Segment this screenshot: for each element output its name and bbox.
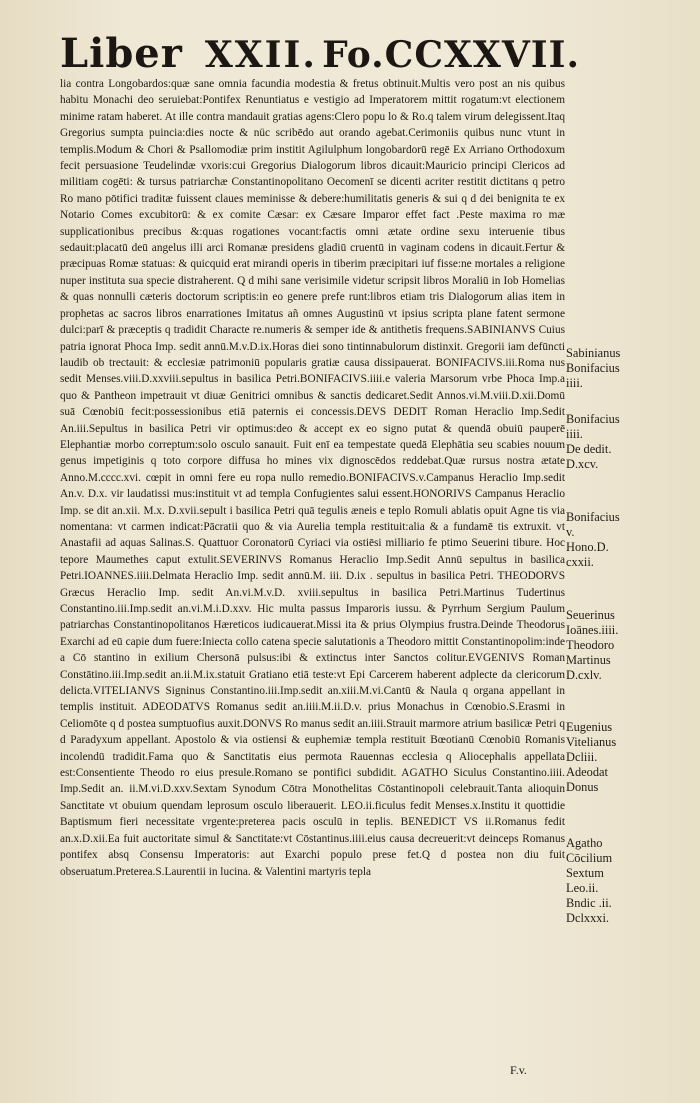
- margin-note-line: iiii.: [566, 427, 583, 441]
- margin-note-6: [566, 836, 674, 926]
- margin-note-line: Theodoro: [566, 638, 615, 652]
- margin-note-3: [566, 510, 674, 570]
- book-number: XXII.: [204, 34, 317, 76]
- margin-note-line: Ioānes.iiii.: [566, 623, 619, 637]
- margin-note-line: Sabinianus: [566, 346, 621, 360]
- margin-note-line: Adeodat: [566, 765, 608, 779]
- margin-note-line: D.xcv.: [566, 457, 599, 471]
- margin-note-line: De dedit.: [566, 442, 612, 456]
- signature-mark: F.v.: [510, 1063, 527, 1077]
- margin-note-2: [566, 412, 674, 472]
- margin-note-line: Bonifacius: [566, 412, 620, 426]
- margin-note-line: Bonifacius: [566, 510, 620, 524]
- margin-note-line: Dcliii.: [566, 750, 598, 764]
- body-paragraph: lia contra Longobardos:quæ sane omnia facundia modestia & fretus obtinuit.Multis vero post an nis quibus habitu Monachi deo seruiebat:Pontifex Renuntiatus e vestigio ad Imperatorem mittit rogatum:vt electionem minime ratam haberet. At ille contra mandauit gratias agens:Clero popu lo & Ro.q talem virum delegissent.Itaq Gregorius sumpta puincia:dies nocte & nüc scribēdo aut orando agebat.Cerimoniis quibus nunc vtunt in templis.Modum & Chori & Psallomodiæ prim institit Agilulphum longobardorū regē Ex Arriano Orthodoxum fecit persuasione Teudelindæ vxoris:cui Gregorius Dialogorum libros dicauit:Mauricio principi Clericos ad militiam cogēti: & tursus patriarchæ Constantinopolitano Oecomenī se dicenti acriter restitit dictitans q petro Ro mano pōtifici traditæ fuissent claues meminisse & debere:humilitatis generis & sui q d dei benignita te ex Notario Comes excubitorū: & ex comite Cæsar: ex Cæsare Imparor effet fact .Peste maxima ro mæ supplicationibus precibus &:quas rogationes vocant:factis omni ætate ordine sexu interuenie tibus sedauit:placatū deū angelus illi arci Romanæ presidens gladiū cruentū in vaginam codens in dicauit.Fertur & præcipuas Romæ statuas: & quicquid erat mirandi operis in tiberim præcipitari iuf fisse:ne mortales a religione nuper instituta sua specie distraherent. Q d mihi sane verisimile videtur scripsit libros Moraliū in Iob Homelias & quas nonnulli cæteris doctorum scriptis:in eo genere prefe runt:libros etiam tris Dialogorum alias item in prophetas ac sacros libros enarrationes Imitatus añ omnes Augustinū vt ipsius scripta plane fatent sermone dulci:parī & præceptis q tradidit Characte re.numeris & semper ide & antithetis frequens.SABINIANVS Cuius patria ignorat Phoca Imp. sedit annū.M.v.D.ix.Horas diei sono tintinnabulorum distinxit. Gregorii iam defūncti laudib ob trectauit: & ecclesiæ patrimoniū popularis gratiæ causa dissipauerat. BONIFACIVS.iii.Roma nus sedit Menses.viii.D.xxviii.sepultus in basilica Petri.BONIFACIVS.iiii.e valeria Marsorum vrbe Phoca Imp.a quo & Pantheon impetrauit vt diuæ Genitrici omnibus & sanctis dedicaret.Sedit Annos.vi.M.viii.D.xii.Domū suā Cœnobiū fecit:possessionibus etiā paternis ei concessis.DEVS DEDIT Roman Heraclio Imp.Sedit An.iii.Sepultus in basilica Petri vir optimus:deo & accept ex eo signo putat & quendā obuiū pauperē Elephantiæ morbo correptum:solo osculo sanauit. Fuit enī ea tempestate quedā Elephātia seu scabies nouum genus impetiginis q toto corpore diffusa ho mines vix dignoscēdos reddebat.Quæ rursus nostra ætate Anno.M.cccc.xvi. cœpit in omni fere eu ropa nullo remedio.BONIFACIVS.v.Campanus Heraclio Imp.sedit An.v. D.x. vir laudatissi mus:instituit vt ad templa Confugientes salui essent.HONORIVS Campanus Heraclio Imp. se dit an.xii. M.x. D.xvii.sepult i basilica Petri quā tegulis æneis e teplo Romuli ablatis opuit Agne tis via nomentana: vt carmen indicat:Pācratii quo & via Aurelia templa restituit:alia & a fundamē tis extruxit. vt Anastafii ad aquas Salinas.S. Quattuor Coronatorū Cyriaci via ostiēsi milliario fe ptimo Seuerini tibure. Hoc tepore Maumethes caput extulit.SEVERINVS Romanus Heraclio Imp.Sedit Annū sepultus in basilica Petri.IOANNES.iiii.Delmata Heraclio Imp. sedit annū.M. iii. D.ix . sepultus in basilica Petri. THEODORVS Græcus Heraclio Imp. sedit An.vi.M.v.D. xviii.sepultus in basilica Petri.Martinus Tudertinus Constantino.iii.Imp.sedit an.vi.M.i.D.xxv. Hic multa passus Imparoris iussu. & Pyrrhum Sergium Paulum patriarchas Constantinopolitanos Hæreticos iudicauerat.Missi ita & prius Olympius frustra.Deinde Theodorus Exarchi ad eū capie dum fuere:Iniecta collo catena specie salutationis a Theodoro mittit Constantinopolim:inde a Cō stantino in exilium Chersonā pulsus:ibi & extinctus inter Sanctos colitur.EVGENIVS Roman Constātino.iii.Imp.sedit an.ii.M.ix.statuit Gratiano etiā teste:vt Epi Carcerem haberent adplecte da clericorum delicta.VITELIANVS Signinus Constantino.iii.Imp.sedit an.xiii.M.vi.Cantū & Naula q organa appellant in templis instituit. ADEODATVS Romanus sedit an.iiii.M.ii.D.v. prius Monachus in Cœnobio.S.Erasmi in Celiomōte q d postea sumptuofius auxit.DONVS Ro manus sedit an.iiii.Strauit marmore atrium basilicæ Petri q d Paradyxum appellant. Apostolo & via ostiensi & euphemiæ templa restituit Bœotianū Cœnobiū Romanis incolendū tradidit.Fama quo & Sanctitatis eius permota Rauennas ecclesia q Aliocephalis appellata est:Consentiente Theodo ro eius presule.Romano se pontifici subdidit. AGATHO Siculus Constantino.iiii. Imp.Sedit an. ii.M.vi.D.xxv.Sextam Synodum Cōtra Monothelitas Cōstantinopoli celebrauit.Tanta alioquin Sanctitate vt obuium quendam leprosum osculo liberauerit. LEO.ii.ficulus fedit Menses.x.Institu it quottidie Baptismum fieri necessitate vrgente:preterea pacis osculū in teplis. BENEDICT VS ii.Romanus fedit an.x.D.xii.Ea fuit auctoritate simul & Sanctitate:vt Cōstantinus.iiii.eius causa decreuerit:vt deinceps Romanus pontifex absq Consensu Imperatoris: aut Exarchi populo prese fet.Q d postea non diu fuit obseruatum.Preterea.S.Laurentii in lucina. & Valentini martyris tepla: [60, 78, 565, 878]
- margin-note-line: Seuerinus: [566, 608, 615, 622]
- margin-note-line: Sextum: [566, 866, 604, 880]
- margin-note-4: [566, 608, 674, 683]
- margin-note-line: D.cxlv.: [566, 668, 602, 682]
- margin-note-line: Cōcilium: [566, 851, 613, 865]
- marginal-notes: [566, 76, 676, 1056]
- margin-note-line: Agatho: [566, 836, 603, 850]
- margin-note-line: Vitelianus: [566, 735, 617, 749]
- margin-note-line: Hono.D.: [566, 540, 609, 554]
- margin-note-line: iiii.: [566, 376, 583, 390]
- margin-note-line: Dclxxxi.: [566, 911, 610, 925]
- running-header: [60, 30, 580, 78]
- margin-note-line: cxxii.: [566, 555, 594, 569]
- margin-note-line: Eugenius: [566, 720, 613, 734]
- main-text-column: [60, 76, 565, 1066]
- margin-note-line: Leo.ii.: [566, 881, 599, 895]
- folio-number: Fo.CCXXVII.: [322, 34, 580, 76]
- margin-note-line: Donus: [566, 780, 599, 794]
- margin-note-line: Bonifacius: [566, 361, 620, 375]
- margin-note-1: [566, 346, 674, 391]
- book-label: Liber: [60, 30, 183, 77]
- margin-note-line: Bndic .ii.: [566, 896, 612, 910]
- margin-note-line: Martinus: [566, 653, 611, 667]
- margin-note-line: v.: [566, 525, 575, 539]
- margin-note-5: [566, 720, 674, 795]
